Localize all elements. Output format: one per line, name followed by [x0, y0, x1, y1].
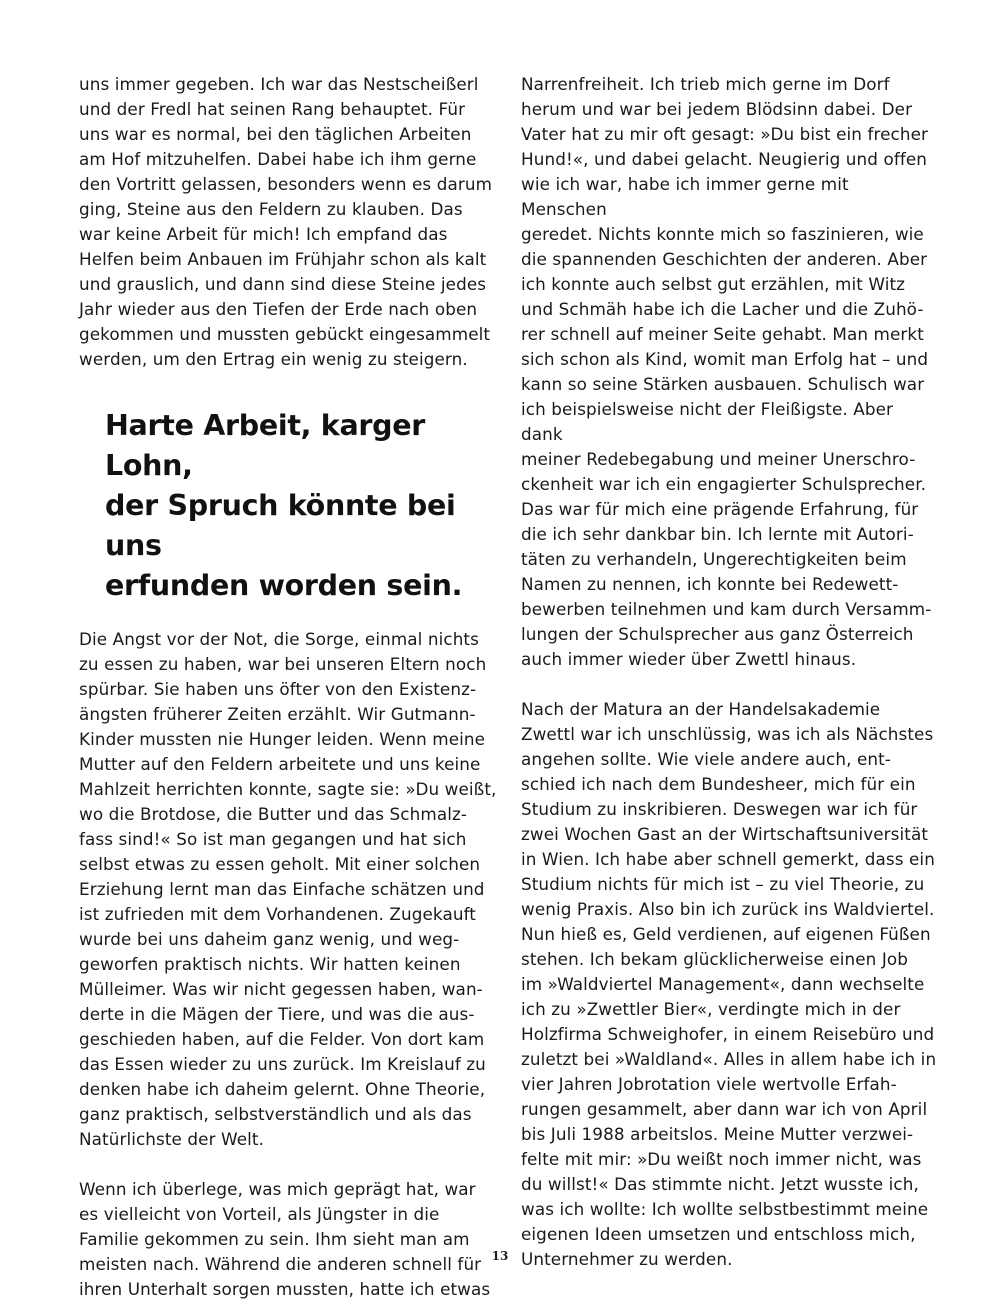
right-paragraph-2: Nach der Matura an der Handelsakademie Zwettl war ich unschlüssig, was ich als Nächstes angehen sollte. Wie viele andere auch, ent- schied ich nach dem Bundesheer, mich für ein Studium zu inskribieren. Deswegen war ich für zwei Wochen Gast an der Wirtschaftsuniversität in Wien. Ich habe aber schnell gemerkt, dass ein Studium nichts für mich ist – zu viel Theorie, zu wenig Praxis. Also bin ich zurück ins Waldviertel. Nun hieß es, Geld verdienen, auf eigenen Füßen stehen. Ich bekam glücklicherweise einen Job im »Waldviertel Management«, dann wechselte ich zu »Zwettler Bier«, verdingte mich in der Holzfirma Schweighofer, in einem Reisebüro und zuletzt bei »Waldland«. Alles in allem habe ich in vier Jahren Jobrotation viele wertvolle Erfah- rungen gesammelt, aber dann war ich von April bis Juli 1988 arbeitslos. Meine Mutter verzwei- felte mit mir: »Du weißt noch immer nicht, was du willst!« Das stimmte nicht. Jetzt wusste ich, was ich wollte: Ich wollte selbstbestimmt meine eigenen Ideen umsetzen und entschloss mich, Unternehmer zu werden. [521, 699, 937, 1269]
left-paragraph-1: uns immer gegeben. Ich war das Nestscheißerl und der Fredl hat seinen Rang behauptet. Für uns war es normal, bei den täglichen Arbeiten am Hof mitzuhelfen. Dabei habe ich ihm gerne den Vortritt gelassen, besonders wenn es darum ging, Steine aus den Feldern zu klauben. Das war keine Arbeit für mich! Ich empfand das Helfen beim Anbauen im Frühjahr schon als kalt und grauslich, und dann sind diese Steine jedes Jahr wieder aus den Tiefen der Erde nach oben gekommen und mussten gebückt eingesammelt werden, um den Ertrag ein wenig zu steigern. [79, 74, 493, 369]
pull-quote: Harte Arbeit, karger Lohn, der Spruch könnte bei uns erfunden worden sein. [105, 409, 463, 602]
left-column [79, 72, 497, 1302]
left-paragraph-2: Die Angst vor der Not, die Sorge, einmal nichts zu essen zu haben, war bei unseren Eltern noch spürbar. Sie haben uns öfter von den Existenz- ängsten früherer Zeiten erzählt. Wir Gutmann- Kinder mussten nie Hunger leiden. Wenn meine Mutter auf den Feldern arbeitete und uns keine Mahlzeit herrichten konnte, sagte sie: »Du weißt, wo die Brotdose, die Butter und das Schmalz- fass sind!« So ist man gegangen und hat sich selbst etwas zu essen geholt. Mit einer solchen Erziehung lernt man das Einfache schätzen und ist zufrieden mit dem Vorhandenen. Zugekauft wurde bei uns daheim ganz wenig, und weg- geworfen praktisch nichts. Wir hatten keinen Mülleimer. Was wir nicht gegessen haben, wan- derte in die Mägen der Tiere, und was die aus- geschieden haben, auf die Felder. Von dort kam das Essen wieder zu uns zurück. Im Kreislauf zu denken habe ich daheim gelernt. Ohne Theorie, ganz praktisch, selbstverständlich und als das Natürlichste der Welt. [79, 629, 497, 1149]
page-number: 13 [491, 1249, 509, 1263]
left-paragraph-3: Wenn ich überlege, was mich geprägt hat, war es vielleicht von Vorteil, als Jüngster in die Familie gekommen zu sein. Ihm sieht man am meisten nach. Während die anderen schnell für ihren Unterhalt sorgen mussten, hatte ich etwas [79, 1179, 491, 1299]
right-column [521, 72, 939, 1272]
right-paragraph-1: Narrenfreiheit. Ich trieb mich gerne im Dorf herum und war bei jedem Blödsinn dabei. Der Vater hat zu mir oft gesagt: »Du bist ein frecher Hund!«, und dabei gelacht. Neugierig und offen wie ich war, habe ich immer gerne mit Menschen geredet. Nichts konnte mich so faszinieren, wie die spannenden Geschichten der anderen. Aber ich konnte auch selbst gut erzählen, mit Witz und Schmäh habe ich die Lacher und die Zuhö- rer schnell auf meiner Seite gehabt. Man merkt sich schon als Kind, womit man Erfolg hat – und kann so seine Stärken ausbauen. Schulisch war ich beispielsweise nicht der Fleißigste. Aber dank meiner Redebegabung und meiner Unerschro- ckenheit war ich ein engagierter Schulsprecher. Das war für mich eine prägende Erfahrung, für die ich sehr dankbar bin. Ich lernte mit Autori- täten zu verhandeln, Ungerechtigkeiten beim Namen zu nennen, ich konnte bei Redewett- bewerben teilnehmen und kam durch Versamm- lungen der Schulsprecher aus ganz Österreich auch immer wieder über Zwettl hinaus. [521, 74, 932, 669]
